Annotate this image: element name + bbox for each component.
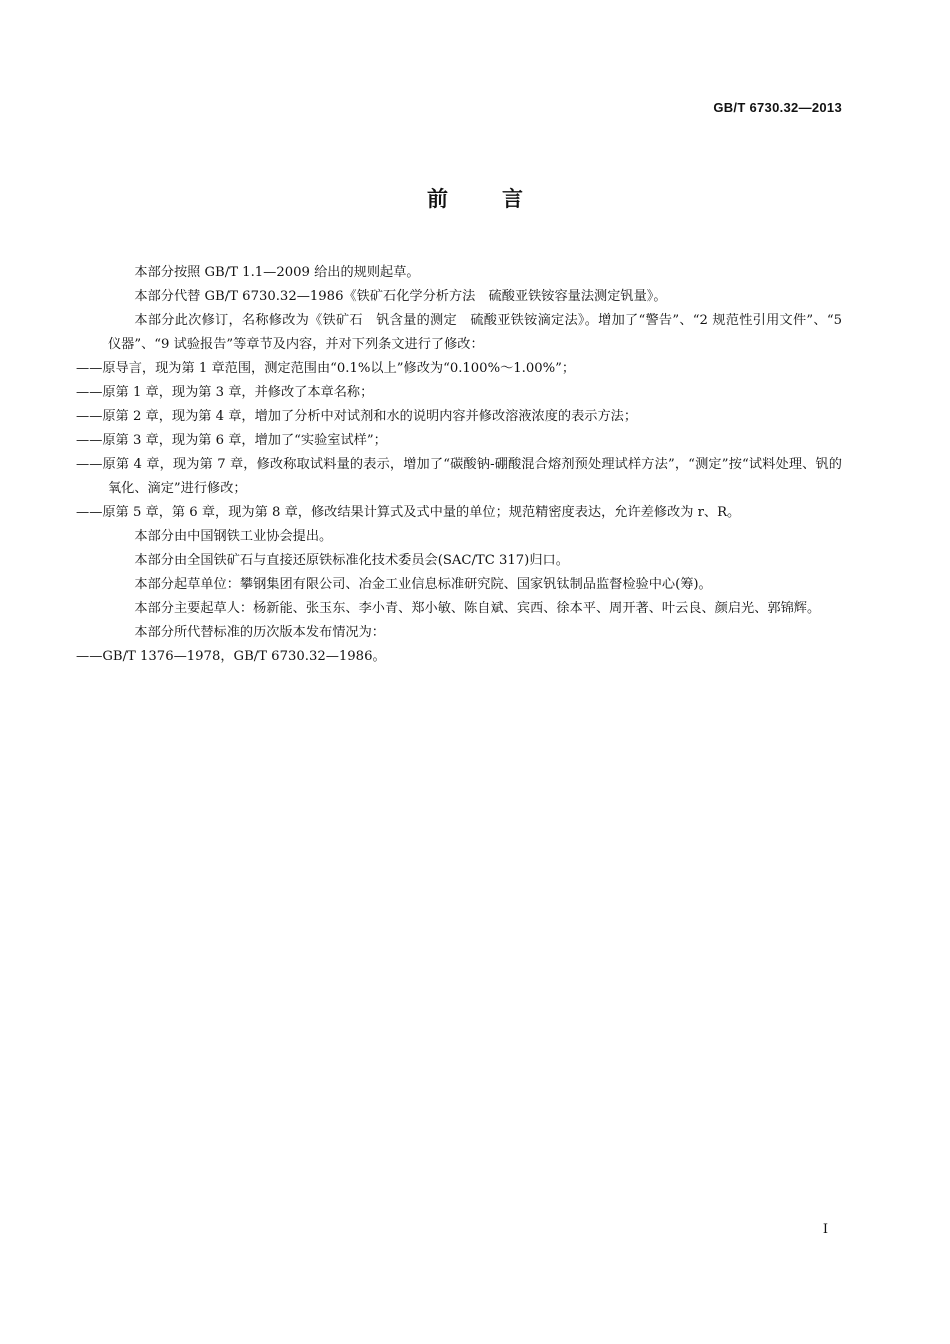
list-item: ——原第 5 章，第 6 章，现为第 8 章，修改结果计算式及式中量的单位；规范精密度表达，允许差修改为 r、R。	[76, 505, 741, 520]
list-item: ——原第 3 章，现为第 6 章，增加了“实验室试样”；	[76, 433, 387, 448]
paragraph: 本部分按照 GB/T 1.1—2009 给出的规则起草。	[134, 265, 420, 280]
paragraph: 本部分由全国铁矿石与直接还原铁标准化技术委员会(SAC/TC 317)归口。	[134, 553, 569, 568]
page-number: I	[822, 1222, 828, 1237]
standard-code: GB/T 6730.32—2013	[713, 100, 842, 115]
list-item: ——原第 2 章，现为第 4 章，增加了分析中对试剂和水的说明内容并修改溶液浓度的表示方法；	[76, 409, 638, 424]
paragraph: 本部分代替 GB/T 6730.32—1986《铁矿石化学分析方法 硫酸亚铁铵容量法测定钒量》。	[134, 289, 667, 304]
foreword-body	[76, 261, 842, 669]
list-item: ——原第 1 章，现为第 3 章，并修改了本章名称；	[76, 385, 374, 400]
paragraph: 本部分主要起草人：杨新能、张玉东、李小青、郑小敏、陈自斌、宾西、徐本平、周开著、叶云良、颜启光、郭锦辉。	[134, 601, 821, 616]
paragraph: 本部分由中国钢铁工业协会提出。	[134, 529, 333, 544]
list-item: ——原第 4 章，现为第 7 章，修改称取试料量的表示，增加了“碳酸钠-硼酸混合熔剂预处理试样方法”，“测定”按“试料处理、钒的氧化、滴定”进行修改；	[76, 457, 842, 496]
paragraph: 本部分此次修订，名称修改为《铁矿石 钒含量的测定 硫酸亚铁铵滴定法》。增加了“警告”、“2 规范性引用文件”、“5 仪器”、“9 试验报告”等章节及内容，并对下列条文进行了修改：	[108, 313, 842, 352]
paragraph: 本部分起草单位：攀钢集团有限公司、冶金工业信息标准研究院、国家钒钛制品监督检验中心(筹)。	[134, 577, 712, 592]
paragraph: 本部分所代替标准的历次版本发布情况为：	[134, 625, 385, 640]
page-title: 前言	[427, 187, 577, 211]
list-item: ——原导言，现为第 1 章范围，测定范围由“0.1%以上”修改为“0.100%～1.00%”；	[76, 361, 576, 376]
list-item: ——GB/T 1376—1978，GB/T 6730.32—1986。	[76, 649, 386, 664]
